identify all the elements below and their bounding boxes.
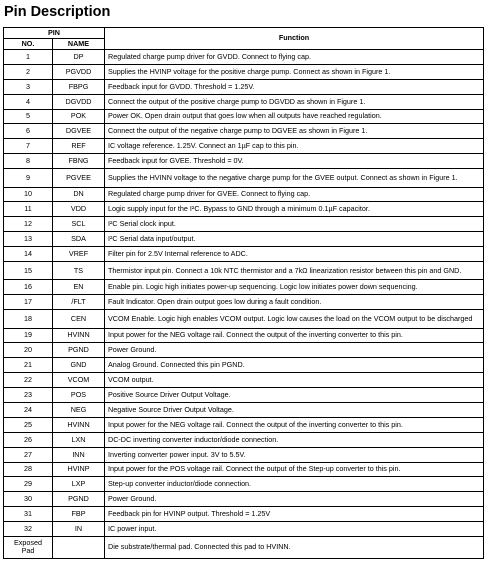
- table-row: [4, 109, 484, 124]
- name-header: NAME: [53, 39, 105, 50]
- table-row: [4, 310, 484, 328]
- pin-rows: [4, 50, 484, 559]
- table-row: [4, 261, 484, 279]
- pin-name: NEG: [53, 402, 105, 417]
- pin-function: Enable pin. Logic high initiates power-up sequencing. Logic low initiates power down sequencing.: [105, 280, 484, 295]
- pin-function: VCOM output.: [105, 373, 484, 388]
- pin-number: 7: [4, 139, 53, 154]
- table-row: [4, 247, 484, 262]
- pin-number: 5: [4, 109, 53, 124]
- table-row: [4, 373, 484, 388]
- pin-name: EN: [53, 280, 105, 295]
- pin-number: 1: [4, 50, 53, 65]
- pin-number: 4: [4, 94, 53, 109]
- table-row: [4, 507, 484, 522]
- pin-name: FBP: [53, 507, 105, 522]
- pin-name: POS: [53, 388, 105, 403]
- pin-name: FBNG: [53, 154, 105, 169]
- pin-function: Analog Ground. Connected this pin PGND.: [105, 358, 484, 373]
- pin-number: 6: [4, 124, 53, 139]
- pin-function: Connect the output of the positive charge pump to DGVDD as shown in Figure 1.: [105, 94, 484, 109]
- pin-function: Positive Source Driver Output Voltage.: [105, 388, 484, 403]
- pin-number: Exposed Pad: [4, 537, 53, 559]
- pin-name: DN: [53, 187, 105, 202]
- pin-number: 16: [4, 280, 53, 295]
- table-row: [4, 139, 484, 154]
- pin-function: Power Ground.: [105, 343, 484, 358]
- pin-name: GND: [53, 358, 105, 373]
- pin-function: Input power for the NEG voltage rail. Connect the output of the inverting converter to this pin.: [105, 417, 484, 432]
- table-row: [4, 417, 484, 432]
- table-row: [4, 187, 484, 202]
- pin-name: CEN: [53, 310, 105, 328]
- pin-name: HVINP: [53, 462, 105, 477]
- pin-name: SCL: [53, 217, 105, 232]
- pin-name: PGND: [53, 343, 105, 358]
- table-row: [4, 537, 484, 559]
- pin-function: Fault Indicator. Open drain output goes low during a fault condition.: [105, 295, 484, 310]
- pin-number: 28: [4, 462, 53, 477]
- pin-function: DC-DC inverting converter inductor/diode connection.: [105, 432, 484, 447]
- pin-name: INN: [53, 447, 105, 462]
- pin-number: 11: [4, 202, 53, 217]
- pin-number: 20: [4, 343, 53, 358]
- table-row: [4, 358, 484, 373]
- pin-number: 30: [4, 492, 53, 507]
- pin-number: 25: [4, 417, 53, 432]
- table-row: [4, 462, 484, 477]
- pin-function: Supplies the HVINN voltage to the negative charge pump for the GVEE output. Connect as shown in Figure 1.: [105, 169, 484, 187]
- pin-number: 10: [4, 187, 53, 202]
- pin-function: Power OK. Open drain output that goes low when all outputs have reached regulation.: [105, 109, 484, 124]
- pin-function: Die substrate/thermal pad. Connected this pad to HVINN.: [105, 537, 484, 559]
- pin-name: HVINN: [53, 328, 105, 343]
- table-row: [4, 328, 484, 343]
- pin-name: IN: [53, 522, 105, 537]
- pin-number: 18: [4, 310, 53, 328]
- table-row: [4, 169, 484, 187]
- pin-function: Feedback input for GVEE. Threshold = 0V.: [105, 154, 484, 169]
- pin-number: 32: [4, 522, 53, 537]
- pin-name: VDD: [53, 202, 105, 217]
- pin-number: 27: [4, 447, 53, 462]
- table-row: [4, 154, 484, 169]
- pin-number: 21: [4, 358, 53, 373]
- table-row: [4, 388, 484, 403]
- pin-function: Logic supply input for the I²C. Bypass to GND through a minimum 0.1µF capacitor.: [105, 202, 484, 217]
- pin-function: Supplies the HVINP voltage for the positive charge pump. Connect as shown in Figure 1.: [105, 64, 484, 79]
- table-row: [4, 202, 484, 217]
- pin-name: VREF: [53, 247, 105, 262]
- pin-function: Input power for the POS voltage rail. Connect the output of the Step-up converter to this pin.: [105, 462, 484, 477]
- pin-description-table: [3, 27, 484, 559]
- table-row: [4, 402, 484, 417]
- pin-number: 26: [4, 432, 53, 447]
- pin-number: 8: [4, 154, 53, 169]
- table-row: [4, 295, 484, 310]
- pin-function: Feedback input for GVDD. Threshold = 1.25V.: [105, 79, 484, 94]
- table-row: [4, 492, 484, 507]
- table-row: [4, 94, 484, 109]
- pin-number: 31: [4, 507, 53, 522]
- number-header: NO.: [4, 39, 53, 50]
- pin-name: DGVEE: [53, 124, 105, 139]
- table-row: [4, 217, 484, 232]
- pin-name: LXP: [53, 477, 105, 492]
- pin-function: Feedback pin for HVINP output. Threshold = 1.25V: [105, 507, 484, 522]
- pin-name: POK: [53, 109, 105, 124]
- pin-function: Connect the output of the negative charge pump to DGVEE as shown in Figure 1.: [105, 124, 484, 139]
- pin-function: I²C Serial clock input.: [105, 217, 484, 232]
- pin-function: Inverting converter power input. 3V to 5.5V.: [105, 447, 484, 462]
- pin-number: 3: [4, 79, 53, 94]
- pin-function: Negative Source Driver Output Voltage.: [105, 402, 484, 417]
- pin-number: 2: [4, 64, 53, 79]
- pin-function: IC voltage reference. 1.25V. Connect an 1µF cap to this pin.: [105, 139, 484, 154]
- pin-function: Regulated charge pump driver for GVDD. Connect to flying cap.: [105, 50, 484, 65]
- pin-name: FBPG: [53, 79, 105, 94]
- pin-name: PGVDD: [53, 64, 105, 79]
- pin-name: HVINN: [53, 417, 105, 432]
- table-row: [4, 522, 484, 537]
- pin-number: 22: [4, 373, 53, 388]
- pin-number: 17: [4, 295, 53, 310]
- pin-number: 24: [4, 402, 53, 417]
- table-row: [4, 280, 484, 295]
- pin-function: Thermistor input pin. Connect a 10k NTC thermistor and a 7kΩ linearization resistor between this pin and GND.: [105, 261, 484, 279]
- pin-number: 14: [4, 247, 53, 262]
- pin-function: Step-up converter inductor/diode connection.: [105, 477, 484, 492]
- pin-name: SDA: [53, 232, 105, 247]
- pin-function: I²C Serial data input/output.: [105, 232, 484, 247]
- pin-number: 9: [4, 169, 53, 187]
- pin-group-header: PIN: [4, 28, 105, 39]
- pin-number: 15: [4, 261, 53, 279]
- table-row: [4, 64, 484, 79]
- pin-function: IC power input.: [105, 522, 484, 537]
- pin-name: [53, 537, 105, 559]
- table-row: [4, 50, 484, 65]
- pin-name: VCOM: [53, 373, 105, 388]
- pin-name: LXN: [53, 432, 105, 447]
- table-row: [4, 79, 484, 94]
- page-title: Pin Description: [4, 4, 111, 20]
- pin-name: /FLT: [53, 295, 105, 310]
- table-row: [4, 477, 484, 492]
- pin-function: Regulated charge pump driver for GVEE. Connect to flying cap.: [105, 187, 484, 202]
- pin-name: TS: [53, 261, 105, 279]
- pin-function: VCOM Enable. Logic high enables VCOM output. Logic low causes the load on the VCOM output to be discharged: [105, 310, 484, 328]
- pin-number: 29: [4, 477, 53, 492]
- pin-number: 13: [4, 232, 53, 247]
- pin-number: 23: [4, 388, 53, 403]
- table-row: [4, 432, 484, 447]
- pin-function: Filter pin for 2.5V Internal reference to ADC.: [105, 247, 484, 262]
- pin-function: Power Ground.: [105, 492, 484, 507]
- pin-name: REF: [53, 139, 105, 154]
- pin-function: Input power for the NEG voltage rail. Connect the output of the inverting converter to this pin.: [105, 328, 484, 343]
- table-row: [4, 124, 484, 139]
- pin-number: 19: [4, 328, 53, 343]
- pin-name: DP: [53, 50, 105, 65]
- table-row: [4, 447, 484, 462]
- function-header: Function: [105, 28, 484, 50]
- pin-name: PGVEE: [53, 169, 105, 187]
- table-row: [4, 343, 484, 358]
- pin-name: DGVDD: [53, 94, 105, 109]
- pin-number: 12: [4, 217, 53, 232]
- table-row: [4, 232, 484, 247]
- pin-name: PGND: [53, 492, 105, 507]
